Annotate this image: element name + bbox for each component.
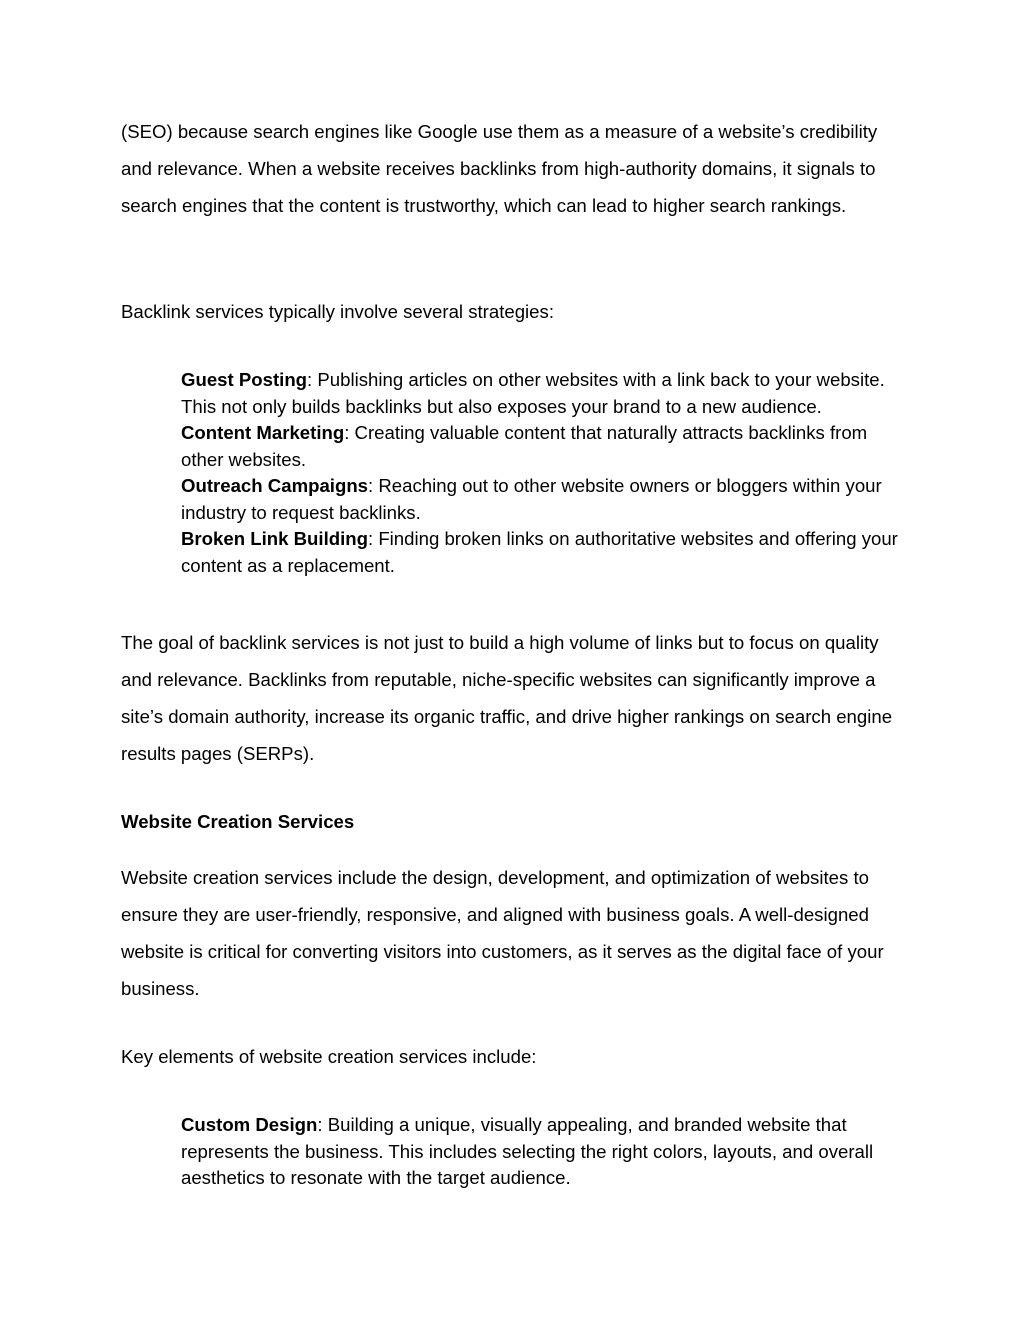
website-elements-intro: Key elements of website creation services include:: [121, 1046, 537, 1067]
list-item-text: : Reaching out to other website owners or bloggers within your industry to request backlinks.: [181, 475, 882, 523]
list-item-text: : Creating valuable content that naturally attracts backlinks from other websites.: [181, 422, 868, 470]
intro-paragraph: (SEO) because search engines like Google use them as a measure of a website’s credibility and relevance. When a website receives backlinks from high-authority domains, it signals to search engines that the content is trustworthy, which can lead to higher search rankings.: [121, 121, 878, 216]
list-item-term: Custom Design: [181, 1114, 318, 1135]
list-item-broken-link-building: [181, 526, 911, 579]
list-item-term: Guest Posting: [181, 369, 308, 390]
backlink-goal-paragraph: The goal of backlink services is not just to build a high volume of links but to focus on quality and relevance. Backlinks from reputable, niche-specific websites can significantly improve a site’s domain authority, increase its organic traffic, and drive higher rankings on search engine results pages (SERPs).: [121, 632, 893, 764]
website-elements-list: [181, 1112, 911, 1192]
list-item-custom-design: [181, 1112, 911, 1192]
backlink-strategies-intro: Backlink services typically involve several strategies:: [121, 301, 554, 322]
list-item-guest-posting: [181, 367, 911, 420]
list-item-outreach-campaigns: [181, 473, 911, 526]
list-item-term: Outreach Campaigns: [181, 475, 369, 496]
list-item-term: Content Marketing: [181, 422, 345, 443]
list-item-text: : Publishing articles on other websites with a link back to your website. This not only builds backlinks but also exposes your brand to a new audience.: [181, 369, 885, 417]
backlink-strategies-list: [181, 367, 911, 579]
section-heading: Website Creation Services: [121, 811, 355, 832]
list-item-text: : Building a unique, visually appealing, and branded website that represents the business. This includes selecting the right colors, layouts, and overall aesthetics to resonate with the target audience.: [181, 1114, 874, 1188]
list-item-text: : Finding broken links on authoritative websites and offering your content as a replacement.: [181, 528, 898, 576]
website-creation-paragraph: Website creation services include the design, development, and optimization of websites to ensure they are user-friendly, responsive, and aligned with business goals. A well-designed website is critical for converting visitors into customers, as it serves as the digital face of your business.: [121, 867, 884, 999]
list-item-term: Broken Link Building: [181, 528, 368, 549]
list-item-content-marketing: [181, 420, 911, 473]
